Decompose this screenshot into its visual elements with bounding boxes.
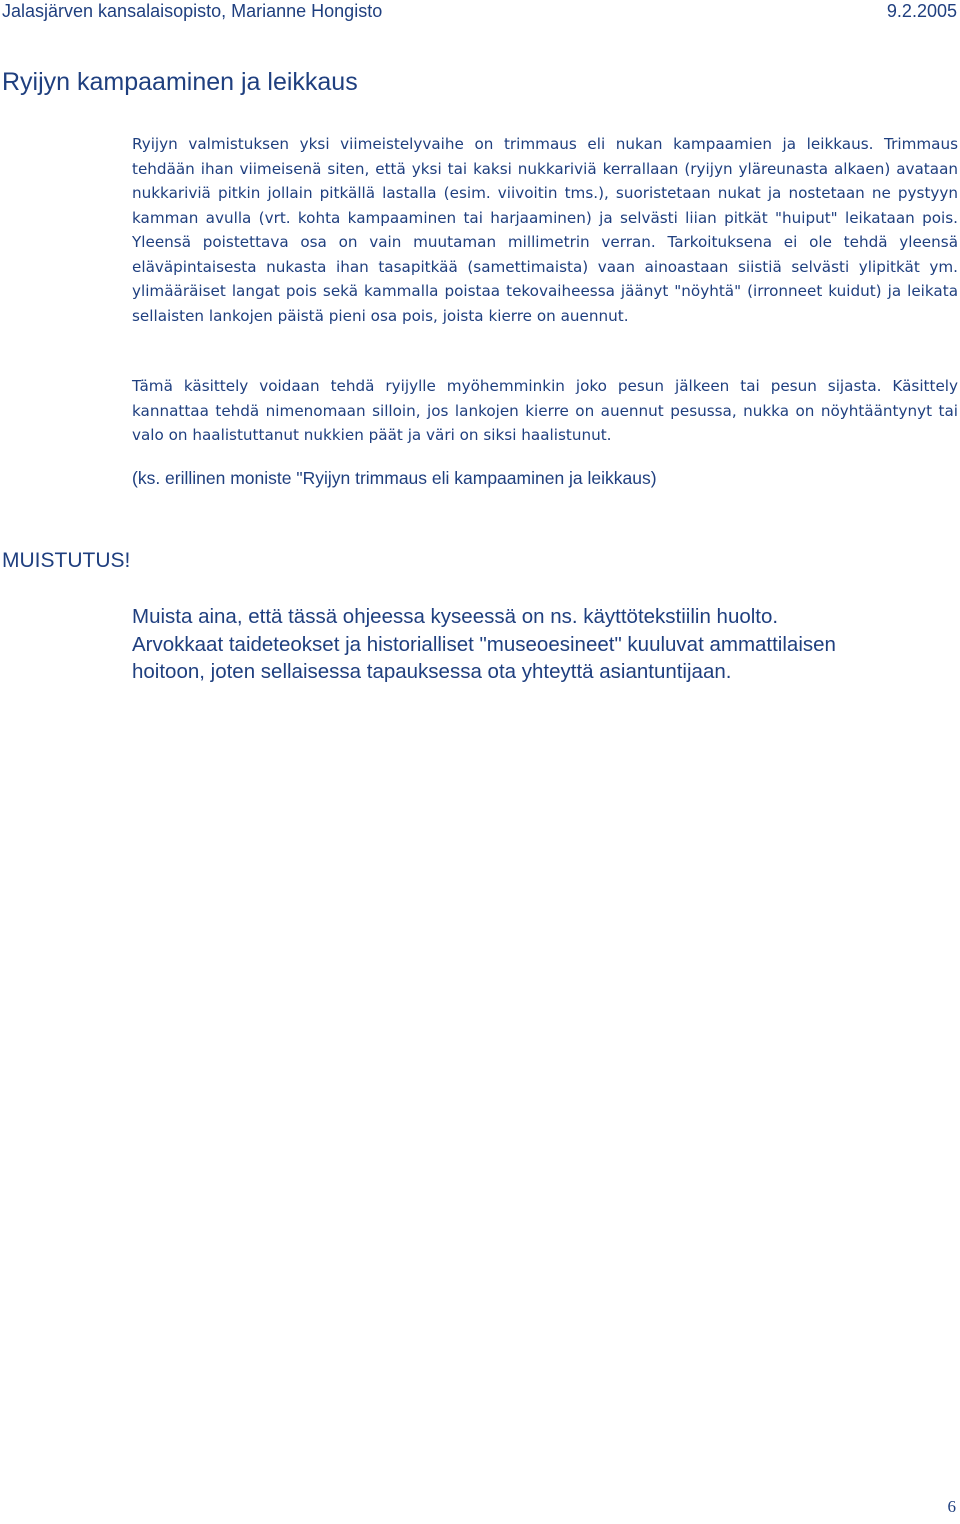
page-title: Ryijyn kampaaminen ja leikkaus — [2, 68, 358, 96]
header-author: Jalasjärven kansalaisopisto, Marianne Hongisto — [2, 1, 383, 21]
reference-note: (ks. erillinen moniste "Ryijyn trimmaus eli kampaaminen ja leikkaus) — [132, 468, 657, 488]
notice-line: Muista aina, että tässä ohjeessa kyseessä on ns. käyttötekstiilin huolto. — [132, 605, 779, 628]
notice-line: Arvokkaat taideteokset ja historialliset "museoesineet" kuuluvat ammattilaisen — [132, 632, 836, 656]
body-paragraph-2: Tämä käsittely voidaan tehdä ryijylle myöhemminkin joko pesun jälkeen tai pesun sijasta. Käsittely kannattaa tehdä nimenomaan silloin, jos lankojen kierre on auennut pesussa, nukka on nöyhtääntynyt tai valo on haalistuttanut nukkien päät ja väri on siksi haalistunut. — [132, 377, 958, 444]
notice-line: hoitoon, joten sellaisessa tapauksessa ota yhteyttä asiantuntijaan. — [132, 660, 732, 683]
notice-text — [132, 603, 958, 686]
page-header — [0, 0, 960, 26]
body-paragraph-1: Ryijyn valmistuksen yksi viimeistelyvaihe on trimmaus eli nukan kampaamien ja leikkaus. Trimmaus tehdään ihan viimeisenä siten, että yksi tai kaksi nukkariviä kerrallaan (ryijyn yläreunasta alkaen) avataan nukkariviä pitkin jollain pitkällä lastalla (esim. viivoitin tms.), suoristetaan nukat ja nostetaan ne pystyyn kamman avulla (vrt. kohta kampaaminen tai harjaaminen) ja selvästi liian pitkät "huiput" leikataan pois. Yleensä poistettava osa on vain muutaman millimetrin verran. Tarkoituksena ei ole tehdä yleensä eläväpintaisesta nukasta ihan tasapitkää (samettimaista) vaan ainoastaan siistiä selvästi ylipitkät ym. ylimääräiset langat pois sekä kammalla poistaa tekovaiheessa jäänyt "nöyhtä" (irronneet kuidut) ja leikata sellaisten lankojen päistä pieni osa pois, joista kierre on auennut. — [132, 135, 958, 325]
notice-heading: MUISTUTUS! — [2, 549, 131, 572]
header-date: 9.2.2005 — [886, 1, 957, 21]
page-number: 6 — [947, 1497, 956, 1516]
